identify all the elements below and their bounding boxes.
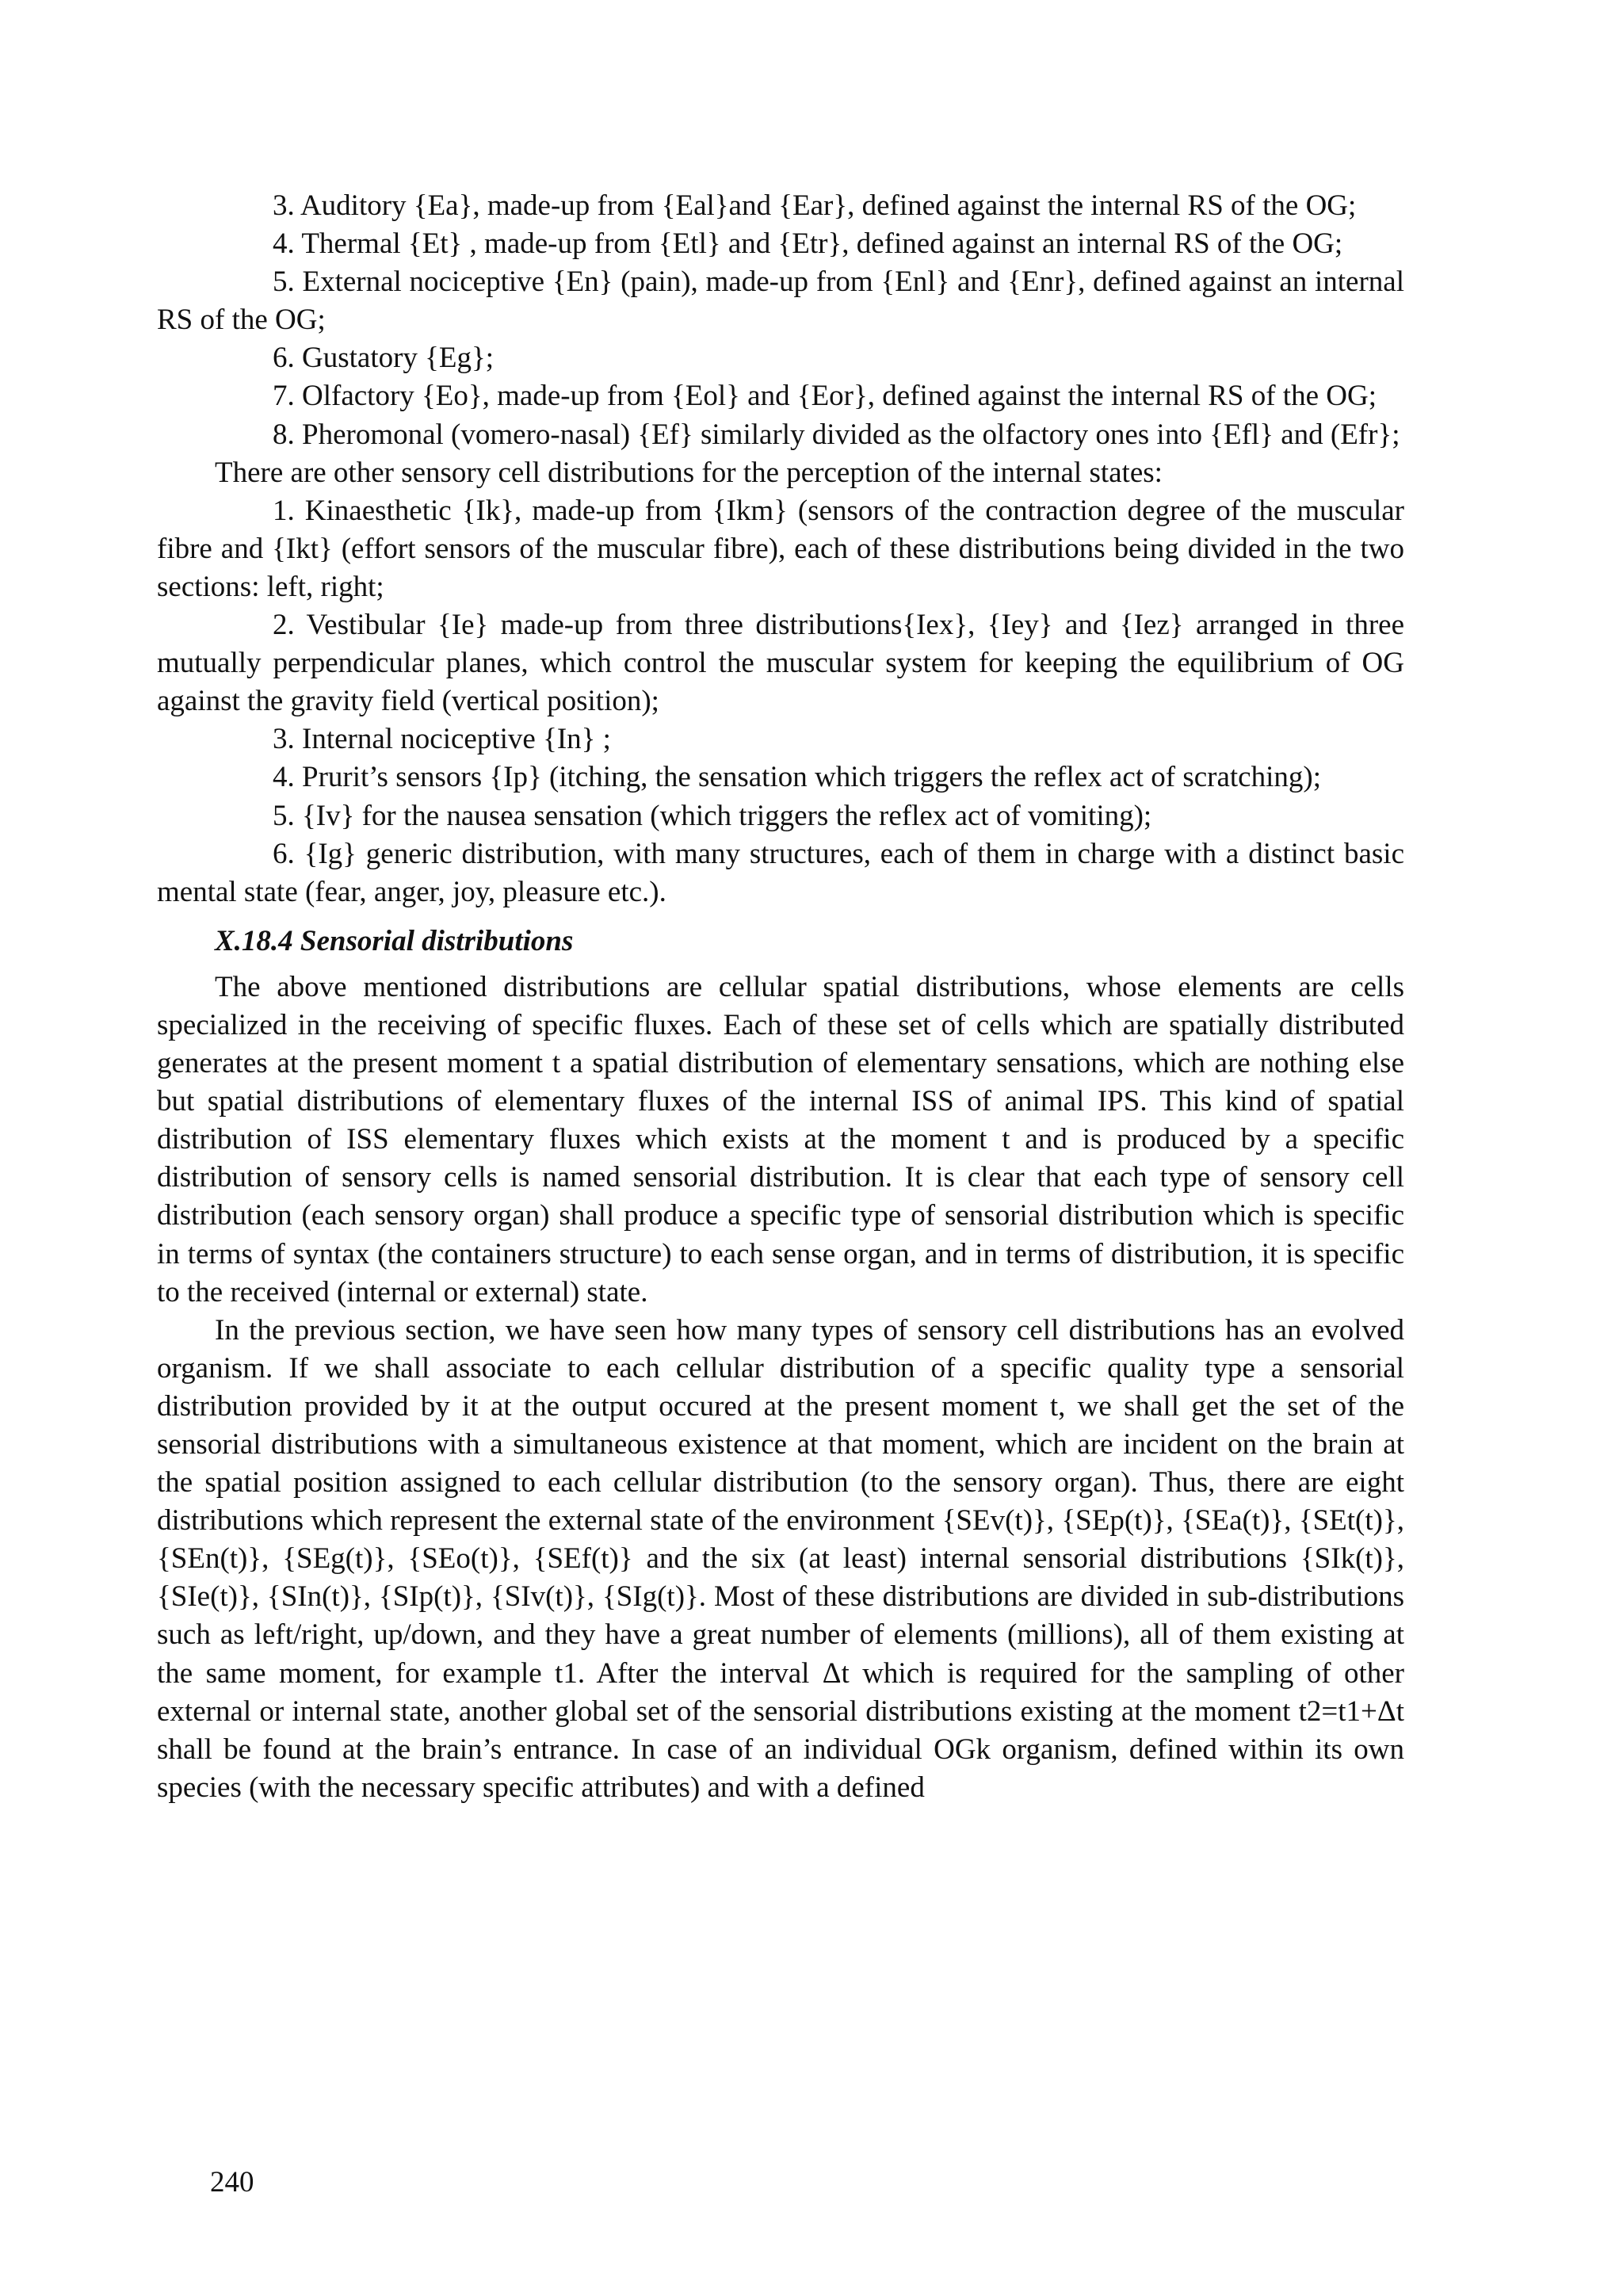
list-item-vestibular: 2. Vestibular {Ie} made-up from three distributions{Iex}, {Iey} and {Iez} arranged in three mutually perpendicular planes, which control the muscular system for keeping the equilibrium of OG against the gravity field (vertical position);	[157, 609, 1404, 718]
list-item-olfactory: 7. Olfactory {Eo}, made-up from {Eol} and {Eor}, defined against the internal RS of the OG;	[273, 380, 1377, 413]
paragraph-sensorial-set: In the previous section, we have seen how many types of sensory cell distributions has an evolved organism. If we shall associate to each cellular distribution of a specific quality type a sensorial distribution provided by it at the output occured at the present moment t, we shall get the set of the sensorial distributions with a simultaneous existence at that moment, which are incident on the brain at the spatial position assigned to each cellular distribution (to the sensory organ). Thus, there are eight distributions which represent the external state of the environment {SEv(t)}, {SEp(t)}, {SEa(t)}, {SEt(t)}, {SEn(t)}, {SEg(t)}, {SEo(t)}, {SEf(t)} and the six (at least) internal sensorial distributions {SIk(t)}, {SIe(t)}, {SIn(t)}, {SIp(t)}, {SIv(t)}, {SIg(t)}. Most of these distributions are divided in sub-distributions such as left/right, up/down, and they have a great number of elements (millions), all of them existing at the same moment, for example t1. After the interval Δt which is required for the sampling of other external or internal state, another global set of the sensorial distributions existing at the moment t2=t1+Δt shall be found at the brain’s entrance. In case of an individual OGk organism, defined within its own species (with the necessary specific attributes) and with a defined	[157, 1313, 1404, 1804]
list-item-auditory: 3. Auditory {Ea}, made-up from {Eal}and {Ear}, defined against the internal RS of the OG;	[273, 189, 1357, 222]
external-list	[157, 187, 1404, 454]
internal-intro: There are other sensory cell distributions for the perception of the internal states:	[215, 456, 1163, 489]
list-item-kinaesthetic: 1. Kinaesthetic {Ik}, made-up from {Ikm} (sensors of the contraction degree of the muscular fibre and {Ikt} (effort sensors of the muscular fibre), each of these distributions being divided in the two sections: left, right;	[157, 494, 1404, 603]
internal-list	[157, 492, 1404, 911]
section-title: X.18.4 Sensorial distributions	[215, 924, 574, 957]
list-item-prurit: 4. Prurit’s sensors {Ip} (itching, the sensation which triggers the reflex act of scratching);	[273, 761, 1321, 794]
paragraph-sensorial-definition: The above mentioned distributions are cellular spatial distributions, whose elements are cells specialized in the receiving of specific fluxes. Each of these set of cells which are spatially distributed generates at the present moment t a spatial distribution of elementary sensations, which are nothing else but spatial distributions of elementary fluxes of the internal ISS of animal IPS. This kind of spatial distribution of ISS elementary fluxes which exists at the moment t and is produced by a specific distribution of sensory cells is named sensorial distribution. It is clear that each type of sensory cell distribution (each sensory organ) shall produce a specific type of sensorial distribution which is specific in terms of syntax (the containers structure) to each sense organ, and in terms of distribution, it is specific to the received (internal or external) state.	[157, 970, 1404, 1308]
list-item-generic: 6. {Ig} generic distribution, with many structures, each of them in charge with a distinct basic mental state (fear, anger, joy, pleasure etc.).	[157, 837, 1404, 908]
list-item-internal-nociceptive: 3. Internal nociceptive {In} ;	[273, 723, 611, 756]
document-page	[157, 187, 1404, 1807]
list-item-gustatory: 6. Gustatory {Eg};	[273, 342, 495, 375]
list-item-thermal: 4. Thermal {Et} , made-up from {Etl} and {Etr}, defined against an internal RS of the OG;	[273, 227, 1343, 261]
list-item-nausea: 5. {Iv} for the nausea sensation (which triggers the reflex act of vomiting);	[273, 799, 1152, 832]
list-item-external-nociceptive: 5. External nociceptive {En} (pain), made-up from {Enl} and {Enr}, defined against an internal RS of the OG;	[157, 266, 1404, 337]
list-item-pheromonal: 8. Pheromonal (vomero-nasal) {Ef} similarly divided as the olfactory ones into {Efl} and (Efr};	[273, 418, 1400, 451]
page-number: 240	[210, 2166, 254, 2199]
